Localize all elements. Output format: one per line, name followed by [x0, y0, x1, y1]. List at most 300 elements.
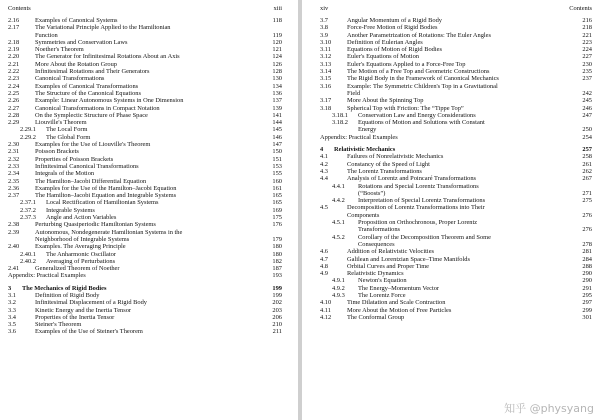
- toc-entry-number: 4.10: [320, 299, 332, 307]
- toc-entry-number: 2.40: [8, 243, 20, 251]
- toc-entry-page: 247: [582, 111, 592, 119]
- toc-entry-page: 144: [272, 119, 282, 127]
- toc-entry-page: 227: [582, 53, 592, 61]
- toc-entry-page: 137: [272, 97, 282, 105]
- toc-entry-page: 130: [272, 75, 282, 83]
- toc-entry[interactable]: [8, 46, 282, 53]
- toc-entry-number: 4.9.1: [332, 277, 345, 285]
- toc-entry-page: 254: [582, 133, 592, 141]
- toc-entry-number: 4.5: [320, 204, 328, 212]
- toc-entry-number: 3.7: [320, 17, 328, 24]
- toc-entry[interactable]: [320, 83, 592, 90]
- toc-entry[interactable]: [8, 328, 282, 335]
- toc-entry-title: Noether's Theorem: [35, 46, 84, 54]
- toc-entry[interactable]: [320, 68, 592, 75]
- toc-entry-title: The Local Form: [46, 126, 88, 134]
- toc-entry-title: The Anharmonic Oscillator: [46, 250, 116, 258]
- toc-entry-number: 2.30: [8, 141, 20, 149]
- toc-entry-title: Components: [347, 211, 380, 219]
- toc-entry-page: 246: [582, 104, 592, 112]
- toc-entry-number: 2.40.1: [20, 250, 36, 258]
- toc-entry-page: 206: [272, 313, 282, 321]
- toc-entry-title: Infinitesimal Canonical Transformations: [35, 162, 139, 170]
- toc-entry[interactable]: [8, 134, 282, 141]
- toc-entry[interactable]: [8, 243, 282, 250]
- toc-entry-page: 161: [272, 184, 282, 192]
- toc-entry[interactable]: [320, 277, 592, 284]
- table-of-contents: [8, 17, 282, 336]
- toc-entry[interactable]: [320, 314, 592, 321]
- toc-entry-number: 4.4: [320, 175, 328, 183]
- toc-entry-title: Steiner's Theorem: [35, 321, 82, 329]
- toc-entry[interactable]: [8, 156, 282, 163]
- toc-entry[interactable]: [320, 168, 592, 175]
- toc-entry[interactable]: [8, 83, 282, 90]
- toc-entry-page: 278: [582, 240, 592, 248]
- toc-entry-title: Field: [347, 89, 361, 97]
- toc-entry-page: 145: [272, 126, 282, 134]
- toc-entry-number: 4.6: [320, 248, 328, 256]
- toc-entry-page: 119: [272, 31, 282, 39]
- toc-entry-page: 211: [272, 328, 282, 336]
- toc-entry-title: Angle and Action Variables: [46, 214, 117, 222]
- toc-entry-title: Example: The Symmetric Children's Top in a Gravitational: [347, 82, 498, 90]
- toc-entry[interactable]: [320, 153, 592, 160]
- toc-entry-number: 2.19: [8, 46, 20, 54]
- toc-entry-title: Autonomous, Nondegenerate Hamiltonian Systems in the: [35, 228, 183, 236]
- toc-entry-number: 4.3: [320, 167, 328, 175]
- page-gutter: [298, 0, 302, 420]
- toc-entry[interactable]: [320, 299, 592, 306]
- toc-entry[interactable]: [8, 68, 282, 75]
- toc-entry-title: The Lorentz Force: [358, 291, 406, 299]
- toc-entry[interactable]: [8, 148, 282, 155]
- toc-entry-number: 2.36: [8, 184, 20, 192]
- toc-entry-number: 2.33: [8, 162, 20, 170]
- toc-entry-page: 261: [582, 160, 592, 168]
- toc-entry[interactable]: [320, 134, 592, 141]
- toc-entry-page: 267: [582, 175, 592, 183]
- toc-entry-page: 218: [582, 24, 592, 32]
- toc-entry-page: 258: [582, 153, 592, 161]
- toc-entry-page: 271: [582, 189, 592, 197]
- toc-entry-title: More About the Rotation Group: [35, 60, 118, 68]
- toc-entry-number: 3: [8, 284, 12, 292]
- toc-entry-title: Examples of Canonical Transformations: [35, 82, 139, 90]
- toc-entry-title: Local Rectification of Hamiltonian Systems: [46, 199, 159, 207]
- toc-entry-page: 210: [272, 321, 282, 329]
- toc-entry-number: 3.4: [8, 313, 16, 321]
- toc-entry-title: Relativistic Mechanics: [334, 146, 396, 154]
- toc-entry[interactable]: [320, 307, 592, 314]
- toc-entry-title: The Rigid Body in the Framework of Canonical Mechanics: [347, 75, 499, 83]
- toc-entry-title: On the Symplectic Structure of Phase Space: [35, 111, 148, 119]
- toc-entry-title: (“Boosts”): [358, 189, 386, 197]
- toc-entry[interactable]: [320, 32, 592, 39]
- toc-entry-number: 2.34: [8, 170, 20, 178]
- toc-entry-page: 187: [272, 265, 282, 273]
- toc-entry[interactable]: [8, 24, 282, 31]
- toc-entry[interactable]: [320, 126, 592, 133]
- toc-entry[interactable]: [320, 53, 592, 60]
- toc-entry[interactable]: [8, 61, 282, 68]
- toc-entry-title: Orbital Curves and Proper Time: [347, 262, 430, 270]
- toc-entry[interactable]: [320, 119, 592, 126]
- toc-entry[interactable]: [320, 175, 592, 182]
- toc-entry-number: 3.8: [320, 24, 328, 32]
- toc-entry-number: 3.18.1: [332, 111, 348, 119]
- toc-entry-title: Examples for the Use of Liouville's Theorem: [35, 141, 151, 149]
- toc-entry-page: 301: [582, 313, 592, 321]
- toc-entry-title: Equations of Motion of Rigid Bodies: [347, 46, 442, 54]
- toc-entry-page: 151: [272, 155, 282, 163]
- toc-entry-title: Function: [35, 31, 58, 39]
- left-page-header: [8, 5, 282, 13]
- toc-entry[interactable]: [320, 197, 592, 204]
- toc-entry-title: Definition of Rigid Body: [35, 291, 100, 299]
- toc-entry-page: 180: [272, 250, 282, 258]
- toc-entry-title: The Structure of the Canonical Equations: [35, 89, 141, 97]
- toc-entry[interactable]: [320, 256, 592, 263]
- toc-entry-number: 2.38: [8, 221, 20, 229]
- toc-entry[interactable]: [8, 307, 282, 314]
- toc-entry[interactable]: [8, 314, 282, 321]
- toc-entry-number: 2.37.2: [20, 206, 36, 214]
- toc-entry-number: 4: [320, 146, 324, 154]
- toc-entry-number: 2.35: [8, 177, 20, 185]
- toc-entry[interactable]: [8, 105, 282, 112]
- toc-entry-page: 288: [582, 262, 592, 270]
- toc-entry-number: 2.37.3: [20, 214, 36, 222]
- toc-entry-title: Corollary of the Decomposition Theorem and Some: [358, 233, 491, 241]
- toc-entry-title: The Variational Principle Applied to the Hamiltonian: [35, 24, 171, 32]
- toc-entry[interactable]: [320, 212, 592, 219]
- toc-entry-title: Perturbing Quasiperiodic Hamiltonian Systems: [35, 221, 156, 229]
- toc-entry-number: 2.16: [8, 17, 20, 24]
- toc-entry-number: 2.32: [8, 155, 20, 163]
- toc-entry-title: More About the Motion of Free Particles: [347, 306, 452, 314]
- toc-entry-title: Properties of Poisson Brackets: [35, 155, 114, 163]
- toc-entry-title: Failures of Nonrelativistic Mechanics: [347, 153, 444, 161]
- toc-entry-number: 3.5: [8, 321, 16, 329]
- running-head: Contents: [8, 5, 31, 12]
- toc-entry-title: Generalized Theorem of Noether: [35, 265, 120, 273]
- toc-entry-title: Canonical Transformations: [35, 75, 105, 83]
- toc-entry[interactable]: [320, 270, 592, 277]
- toc-entry-page: 199: [272, 291, 282, 299]
- toc-entry-title: The Global Form: [46, 133, 91, 141]
- toc-entry-page: 230: [582, 60, 592, 68]
- toc-entry-number: 2.29.2: [20, 133, 36, 141]
- toc-entry[interactable]: [8, 299, 282, 306]
- toc-entry-number: 3.17: [320, 97, 332, 105]
- toc-entry-title: The Hamilton–Jacobi Equation and Integrable Systems: [35, 192, 177, 200]
- toc-entry[interactable]: [320, 161, 592, 168]
- toc-chapter-entry[interactable]: [320, 146, 592, 153]
- toc-entry-title: Symmetries and Conservation Laws: [35, 38, 128, 46]
- toc-entry-page: 120: [272, 38, 282, 46]
- toc-entry-number: 2.28: [8, 111, 20, 119]
- toc-entry-page: 224: [582, 46, 592, 54]
- toc-entry-number: 2.26: [8, 97, 20, 105]
- toc-entry-title: Equations of Motion and Solutions with Constant: [358, 119, 485, 127]
- toc-entry-number: 4.9: [320, 270, 328, 278]
- toc-entry-number: 4.12: [320, 313, 332, 321]
- toc-entry[interactable]: [8, 199, 282, 206]
- toc-entry[interactable]: [320, 234, 592, 241]
- table-of-contents: [320, 17, 592, 321]
- toc-entry-number: 3.1: [8, 291, 16, 299]
- toc-entry[interactable]: [320, 292, 592, 299]
- toc-entry[interactable]: [8, 185, 282, 192]
- toc-entry[interactable]: [8, 214, 282, 221]
- toc-entry-page: 153: [272, 162, 282, 170]
- toc-entry-number: 2.29.1: [20, 126, 36, 134]
- toc-entry[interactable]: [320, 285, 592, 292]
- toc-entry[interactable]: [8, 272, 282, 279]
- toc-entry[interactable]: [8, 292, 282, 299]
- toc-entry[interactable]: [320, 190, 592, 197]
- toc-entry-title: Examples. The Averaging Principle: [35, 243, 126, 251]
- toc-entry[interactable]: [8, 258, 282, 265]
- toc-entry-page: 134: [272, 82, 282, 90]
- toc-entry-page: 182: [272, 257, 282, 265]
- toc-entry-page: 202: [272, 299, 282, 307]
- toc-entry-page: 221: [582, 31, 592, 39]
- toc-entry-number: 4.4.1: [332, 182, 345, 190]
- toc-entry-page: 128: [272, 68, 282, 76]
- toc-entry[interactable]: [8, 163, 282, 170]
- toc-entry[interactable]: [320, 219, 592, 226]
- toc-entry-page: 203: [272, 306, 282, 314]
- toc-entry-title: More About the Spinning Top: [347, 97, 424, 105]
- toc-entry-page: 150: [272, 148, 282, 156]
- toc-entry-title: Consequences: [358, 240, 395, 248]
- toc-entry-page: 193: [272, 272, 282, 280]
- toc-entry-page: 155: [272, 170, 282, 178]
- toc-entry[interactable]: [8, 97, 282, 104]
- toc-entry-title: Integrable Systems: [46, 206, 95, 214]
- toc-chapter-entry[interactable]: [8, 285, 282, 292]
- toc-entry-title: Angular Momentum of a Rigid Body: [347, 17, 442, 24]
- toc-entry-number: 2.24: [8, 82, 20, 90]
- toc-entry[interactable]: [8, 229, 282, 236]
- toc-entry[interactable]: [8, 207, 282, 214]
- right-page: [304, 0, 600, 420]
- toc-entry-number: 4.11: [320, 306, 331, 314]
- toc-entry-title: Canonical Transformations in Compact Notation: [35, 104, 160, 112]
- toc-entry-page: 290: [582, 277, 592, 285]
- toc-entry-number: 2.27: [8, 104, 20, 112]
- toc-entry-number: 4.7: [320, 255, 328, 263]
- toc-entry-title: Transformations: [358, 226, 401, 234]
- toc-entry-number: 2.41: [8, 265, 20, 273]
- page-number: xiv: [320, 5, 329, 12]
- toc-entry-page: 160: [272, 177, 282, 185]
- toc-entry-page: 179: [272, 235, 282, 243]
- toc-entry-number: 3.3: [8, 306, 16, 314]
- toc-entry[interactable]: [320, 248, 592, 255]
- toc-entry[interactable]: [8, 251, 282, 258]
- toc-entry-title: Appendix: Practical Examples: [320, 133, 398, 141]
- toc-entry-title: The Conformal Group: [347, 313, 405, 321]
- toc-entry-title: The Lorentz Transformations: [347, 167, 422, 175]
- toc-entry-number: 2.40.2: [20, 257, 36, 265]
- toc-entry-title: Infinitesimal Displacement of a Rigid Body: [35, 299, 147, 307]
- toc-entry-title: Conservation Law and Energy Considerations: [358, 111, 476, 119]
- toc-entry-title: Definition of Eulerian Angles: [347, 38, 423, 46]
- toc-entry-title: Example: Linear Autonomous Systems in One Dimension: [35, 97, 184, 105]
- toc-entry-number: 3.18.2: [332, 119, 348, 127]
- toc-entry-number: 3.16: [320, 82, 332, 90]
- toc-entry-page: 290: [582, 270, 592, 278]
- toc-entry-number: 2.21: [8, 60, 20, 68]
- toc-entry[interactable]: [8, 265, 282, 272]
- toc-entry-page: 245: [582, 97, 592, 105]
- toc-entry[interactable]: [8, 90, 282, 97]
- toc-entry-number: 3.12: [320, 53, 332, 61]
- toc-entry-number: 2.18: [8, 38, 20, 46]
- toc-entry-title: Integrals of the Motion: [35, 170, 95, 178]
- toc-entry-title: Euler's Equations Applied to a Force-Free Top: [347, 60, 466, 68]
- toc-entry-number: 2.22: [8, 68, 20, 76]
- toc-entry-page: 216: [582, 17, 592, 24]
- toc-entry-number: 3.18: [320, 104, 332, 112]
- toc-entry-number: 2.17: [8, 24, 20, 32]
- toc-entry-title: The Motion of a Free Top and Geometric Constructions: [347, 68, 490, 76]
- toc-entry-title: Proposition on Orthochronous, Proper Lorentz: [358, 219, 478, 227]
- toc-entry-page: 295: [582, 291, 592, 299]
- toc-entry-title: Addition of Relativistic Velocities: [347, 248, 435, 256]
- toc-entry-number: 2.31: [8, 148, 20, 156]
- toc-entry[interactable]: [320, 204, 592, 211]
- toc-entry-page: 146: [272, 133, 282, 141]
- toc-entry-page: 242: [582, 89, 592, 97]
- toc-entry-number: 2.23: [8, 75, 20, 83]
- toc-entry-number: 2.20: [8, 53, 20, 61]
- toc-entry-page: 276: [582, 211, 592, 219]
- toc-entry-page: 281: [582, 248, 592, 256]
- toc-entry-number: 2.39: [8, 228, 20, 236]
- toc-entry[interactable]: [320, 90, 592, 97]
- toc-entry-number: 4.5.2: [332, 233, 345, 241]
- toc-entry-page: 165: [272, 192, 282, 200]
- toc-entry[interactable]: [320, 39, 592, 46]
- toc-entry-title: The Energy–Momentum Vector: [358, 284, 440, 292]
- toc-entry[interactable]: [320, 17, 592, 24]
- toc-entry[interactable]: [320, 226, 592, 233]
- toc-entry-page: 297: [582, 299, 592, 307]
- toc-entry-page: 284: [582, 255, 592, 263]
- toc-entry-number: 3.15: [320, 75, 332, 83]
- toc-entry-number: 3.10: [320, 38, 332, 46]
- running-head: Contents: [569, 5, 592, 12]
- toc-entry-number: 4.1: [320, 153, 328, 161]
- toc-entry-number: 3.6: [8, 328, 16, 336]
- toc-entry[interactable]: [8, 75, 282, 82]
- toc-entry[interactable]: [320, 46, 592, 53]
- toc-entry-number: 4.5.1: [332, 219, 345, 227]
- toc-entry-page: 121: [272, 46, 282, 54]
- toc-entry-page: 237: [582, 75, 592, 83]
- toc-entry-page: 199: [272, 284, 282, 292]
- toc-entry[interactable]: [320, 263, 592, 270]
- toc-entry-number: 3.2: [8, 299, 16, 307]
- toc-entry[interactable]: [320, 97, 592, 104]
- toc-entry[interactable]: [320, 61, 592, 68]
- toc-entry[interactable]: [320, 183, 592, 190]
- toc-entry-number: 3.14: [320, 68, 332, 76]
- toc-entry-number: 3.13: [320, 60, 332, 68]
- toc-entry[interactable]: [8, 192, 282, 199]
- toc-entry-title: The Generator for Infinitesimal Rotations About an Axis: [35, 53, 180, 61]
- toc-entry[interactable]: [8, 321, 282, 328]
- toc-entry-page: 262: [582, 167, 592, 175]
- toc-entry[interactable]: [8, 32, 282, 39]
- toc-entry-title: Kinetic Energy and the Inertia Tensor: [35, 306, 132, 314]
- toc-entry[interactable]: [8, 236, 282, 243]
- toc-entry-title: Time Dilatation and Scale Contraction: [347, 299, 446, 307]
- toc-entry-title: Averaging of Perturbations: [46, 257, 116, 265]
- toc-entry[interactable]: [8, 221, 282, 228]
- toc-entry-page: 139: [272, 104, 282, 112]
- toc-entry-title: Galilean and Lorentzian Space–Time Manifolds: [347, 255, 470, 263]
- toc-entry-page: 235: [582, 68, 592, 76]
- toc-entry[interactable]: [320, 24, 592, 31]
- toc-entry-title: Infinitesimal Rotations and Their Generators: [35, 68, 150, 76]
- toc-entry[interactable]: [8, 112, 282, 119]
- toc-entry-page: 141: [272, 111, 282, 119]
- toc-entry[interactable]: [320, 75, 592, 82]
- toc-entry-number: 2.25: [8, 89, 20, 97]
- toc-entry-title: Neighborhood of Integrable Systems: [35, 235, 130, 243]
- toc-entry[interactable]: [8, 53, 282, 60]
- toc-entry[interactable]: [320, 112, 592, 119]
- toc-entry[interactable]: [320, 241, 592, 248]
- toc-entry-page: 291: [582, 284, 592, 292]
- toc-entry-number: 3.9: [320, 31, 328, 39]
- toc-entry[interactable]: [320, 105, 592, 112]
- toc-entry-number: 4.4.2: [332, 197, 345, 205]
- toc-entry-page: 257: [582, 146, 592, 154]
- toc-entry-page: 180: [272, 243, 282, 251]
- toc-entry-title: Relativistic Dynamics: [347, 270, 404, 278]
- toc-entry[interactable]: [8, 17, 282, 24]
- toc-entry[interactable]: [8, 141, 282, 148]
- toc-entry[interactable]: [8, 170, 282, 177]
- toc-entry-page: 223: [582, 38, 592, 46]
- toc-entry-page: 169: [272, 206, 282, 214]
- toc-entry-title: Examples for the Use of the Hamilton–Jacobi Equation: [35, 184, 177, 192]
- toc-entry-title: Constancy of the Speed of Light: [347, 160, 430, 168]
- toc-entry-number: 3.11: [320, 46, 331, 54]
- toc-entry-title: Appendix: Practical Examples: [8, 272, 86, 280]
- toc-entry-title: Interpretation of Special Lorentz Transformations: [358, 197, 486, 205]
- left-page: [0, 0, 296, 420]
- toc-entry-title: Poisson Brackets: [35, 148, 79, 156]
- toc-entry[interactable]: [8, 39, 282, 46]
- toc-entry[interactable]: [8, 126, 282, 133]
- toc-entry-page: 299: [582, 306, 592, 314]
- toc-entry[interactable]: [8, 178, 282, 185]
- right-page-header: [320, 5, 592, 13]
- toc-entry-title: Force-Free Motion of Rigid Bodies: [347, 24, 438, 32]
- watermark: 知乎 @physyang: [504, 402, 594, 415]
- toc-entry-title: Examples of the Use of Steiner's Theorem: [35, 328, 143, 336]
- toc-entry-title: Liouville's Theorem: [35, 119, 87, 127]
- toc-entry-title: Newton's Equation: [358, 277, 407, 285]
- toc-entry[interactable]: [8, 119, 282, 126]
